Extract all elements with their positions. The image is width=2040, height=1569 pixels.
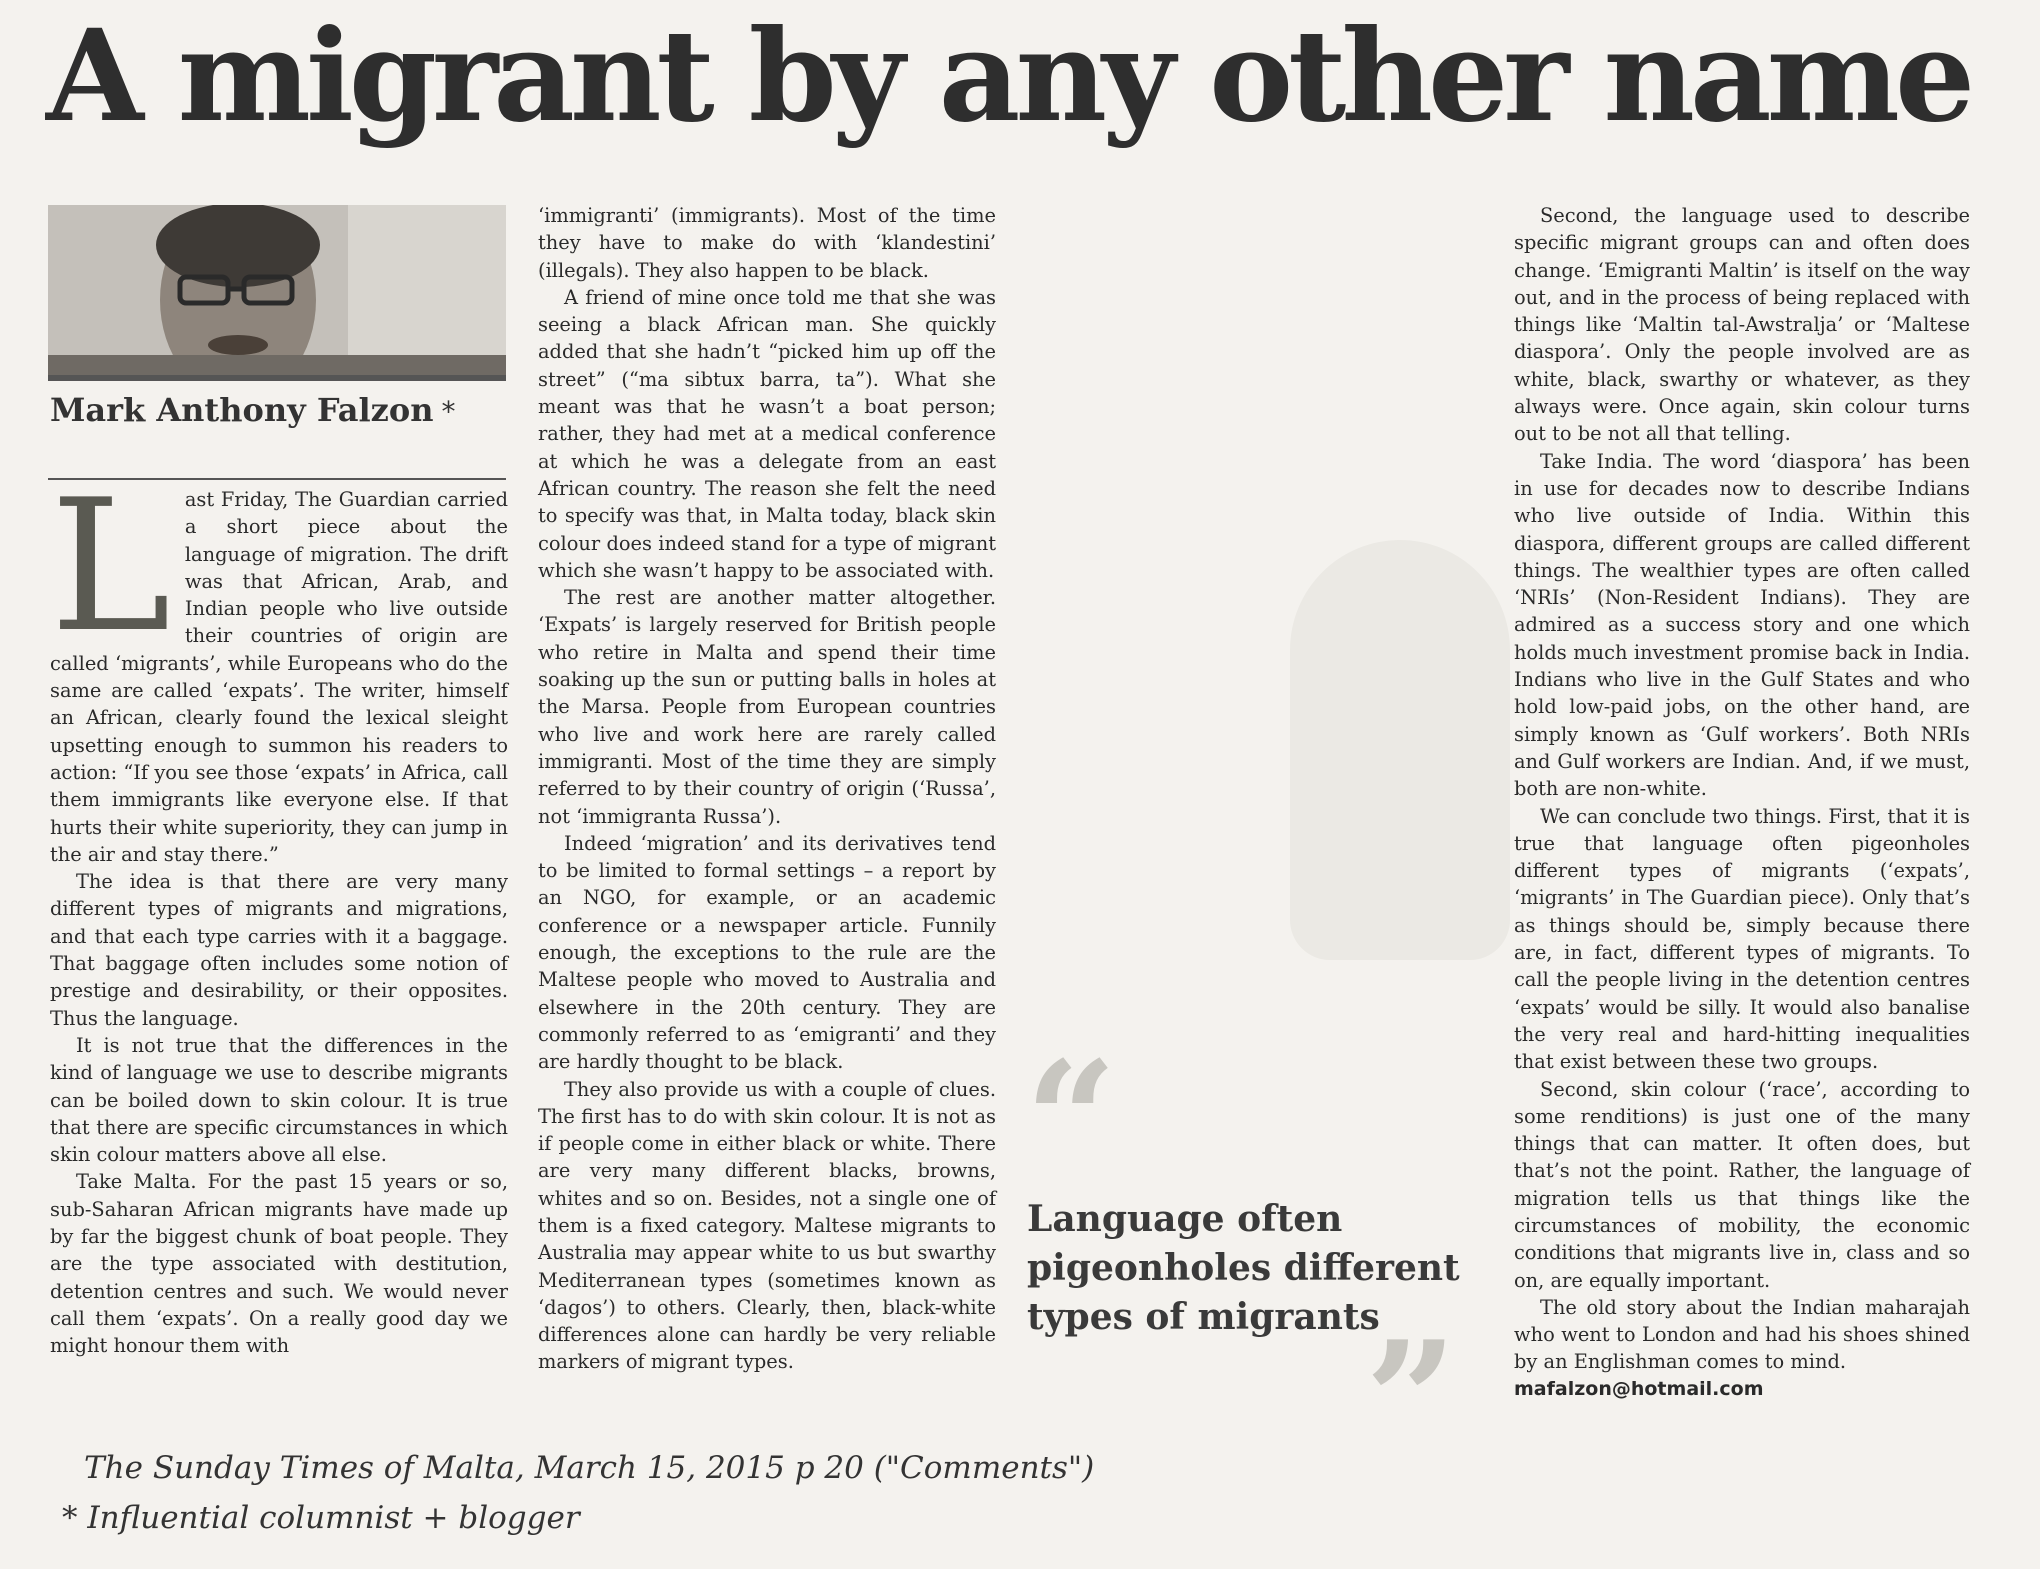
pullquote-close-mark: ” (1365, 1306, 1458, 1494)
column-4 (1514, 202, 1970, 1403)
paragraph: We can conclude two things. First, that it is true that language often pigeonholes different types of migrants (‘expats’, ‘migrants’ in The Guardian piece). Only that’s as things should be, simply because there are, in fact, different types of migrants. To call the people living in the detention centres ‘expats’ would be silly. It would also banalise the very real and hard-hitting inequalities that exist between these two groups. (1514, 804, 1970, 1074)
paragraph: They also provide us with a couple of clues. The first has to do with skin colour. It is not as if people come in either black or white. There are very many different blacks, browns, whites and so on. Besides, not a single one of them is a fixed category. Maltese migrants to Australia may appear white to us but swarthy Mediterranean types (sometimes known as ‘dagos’) to others. Clearly, then, black-white differences alone can hardly be very reliable markers of migrant types. (538, 1077, 996, 1374)
paragraph: A friend of mine once told me that she was seeing a black African man. She quickly added that she hadn’t “picked him up off the street” (“ma sibtux barra, ta”). What she meant was that he wasn’t a boat person; rather, they had met at a medical conference at which he was a delegate from an east African country. The reason she felt the need to specify was that, in Malta today, black skin colour does indeed stand for a type of migrant which she wasn’t happy to be associated with. (538, 285, 996, 582)
faint-background-figure (1290, 540, 1510, 960)
paragraph: ‘immigranti’ (immigrants). Most of the time they have to make do with ‘klandestini’ (illegals). They also happen to be black. (538, 204, 996, 282)
author-email: mafalzon@hotmail.com (1514, 1377, 1764, 1400)
paragraph: It is not true that the differences in the kind of language we use to describe migrants can be boiled down to skin colour. It is true that there are specific circumstances in which skin colour matters above all else. (50, 1033, 508, 1167)
byline-asterisk: * (441, 395, 456, 428)
handwritten-source-note: The Sunday Times of Malta, March 15, 2015 p 20 ("Comments") (84, 1450, 1095, 1486)
handwritten-footnote: * Influential columnist + blogger (62, 1500, 580, 1536)
pullquote: Language often pigeonholes different types of migrants (1027, 1198, 1460, 1338)
paragraph: Second, the language used to describe specific migrant groups can and often does change. ‘Emigranti Maltin’ is itself on the way out, and in the process of being replaced with things like ‘Maltin tal-Awstralja’ or ‘Maltese diaspora’. Only the people involved are as white, black, swarthy or whatever, as they always were. Once again, skin colour turns out to be not all that telling. (1514, 204, 1970, 446)
paragraph: The rest are another matter altogether. ‘Expats’ is largely reserved for British people who retire in Malta and spend their time soaking up the sun or putting balls in holes at the Marsa. People from European countries who live and work here are rarely called immigranti. Most of the time they are simply referred to by their country of origin (‘Russa’, not ‘immigranta Russa’). (538, 586, 996, 828)
paragraph: Take India. The word ‘diaspora’ has been in use for decades now to describe Indians who live outside of India. Within this diaspora, different groups are called different things. The wealthier types are often called ‘NRIs’ (Non-Resident Indians). They are admired as a success story and one which holds much investment promise back in India. Indians who live in the Gulf States and who hold low-paid jobs, on the other hand, are simply known as ‘Gulf workers’. Both NRIs and Gulf workers are Indian. And, if we must, both are non-white. (1514, 449, 1970, 801)
column-2 (538, 202, 996, 1376)
drop-cap: L (50, 460, 171, 672)
headline: A migrant by any other name (46, 2, 1971, 150)
paragraph: Indeed ‘migration’ and its derivatives tend to be limited to formal settings – a report by an NGO, for example, or an academic conference or a newspaper article. Funnily enough, the exceptions to the rule are the Maltese people who moved to Australia and elsewhere in the 20th century. They are commonly referred to as ‘emigranti’ and they are hardly thought to be black. (538, 831, 996, 1074)
column-1 (50, 460, 508, 1360)
author-name: Mark Anthony Falzon (50, 391, 434, 429)
paragraph: The old story about the Indian maharajah who went to London and had his shoes shined by an Englishman comes to mind. (1514, 1295, 1970, 1374)
byline (50, 388, 510, 434)
author-portrait-image (48, 205, 506, 375)
paragraph: Second, skin colour (‘race’, according to some renditions) is just one of the many things that can matter. It often does, but that’s not the point. Rather, the language of migration tells us that things like the circumstances of mobility, the economic conditions that migrants live in, class and so on, are equally important. (1514, 1077, 1970, 1292)
paragraph: The idea is that there are very many different types of migrants and migrations, and that each type carries with it a baggage. That baggage often includes some notion of prestige and desirability, or their opposites. Thus the language. (50, 870, 508, 1030)
author-photo (48, 205, 506, 381)
pullquote-open-mark: “ (1025, 1026, 1118, 1214)
paragraph: ast Friday, The Guardian carried a short piece about the language of migration. The drift was that African, Arab, and Indian people who live outside their countries of origin are called ‘migrants’, while Europeans who do the same are called ‘expats’. The writer, himself an African, clearly found the lexical sleight upsetting enough to summon his readers to action: “If you see those ‘expats’ in Africa, call them immigrants like everyone else. If that hurts their white superiority, they can jump in the air and stay there.” (50, 488, 508, 866)
paragraph: Take Malta. For the past 15 years or so, sub-Saharan African migrants have made up by far the biggest chunk of boat people. They are the type associated with destitution, detention centres and such. We would never call them ‘expats’. On a really good day we might honour them with (50, 1170, 508, 1358)
